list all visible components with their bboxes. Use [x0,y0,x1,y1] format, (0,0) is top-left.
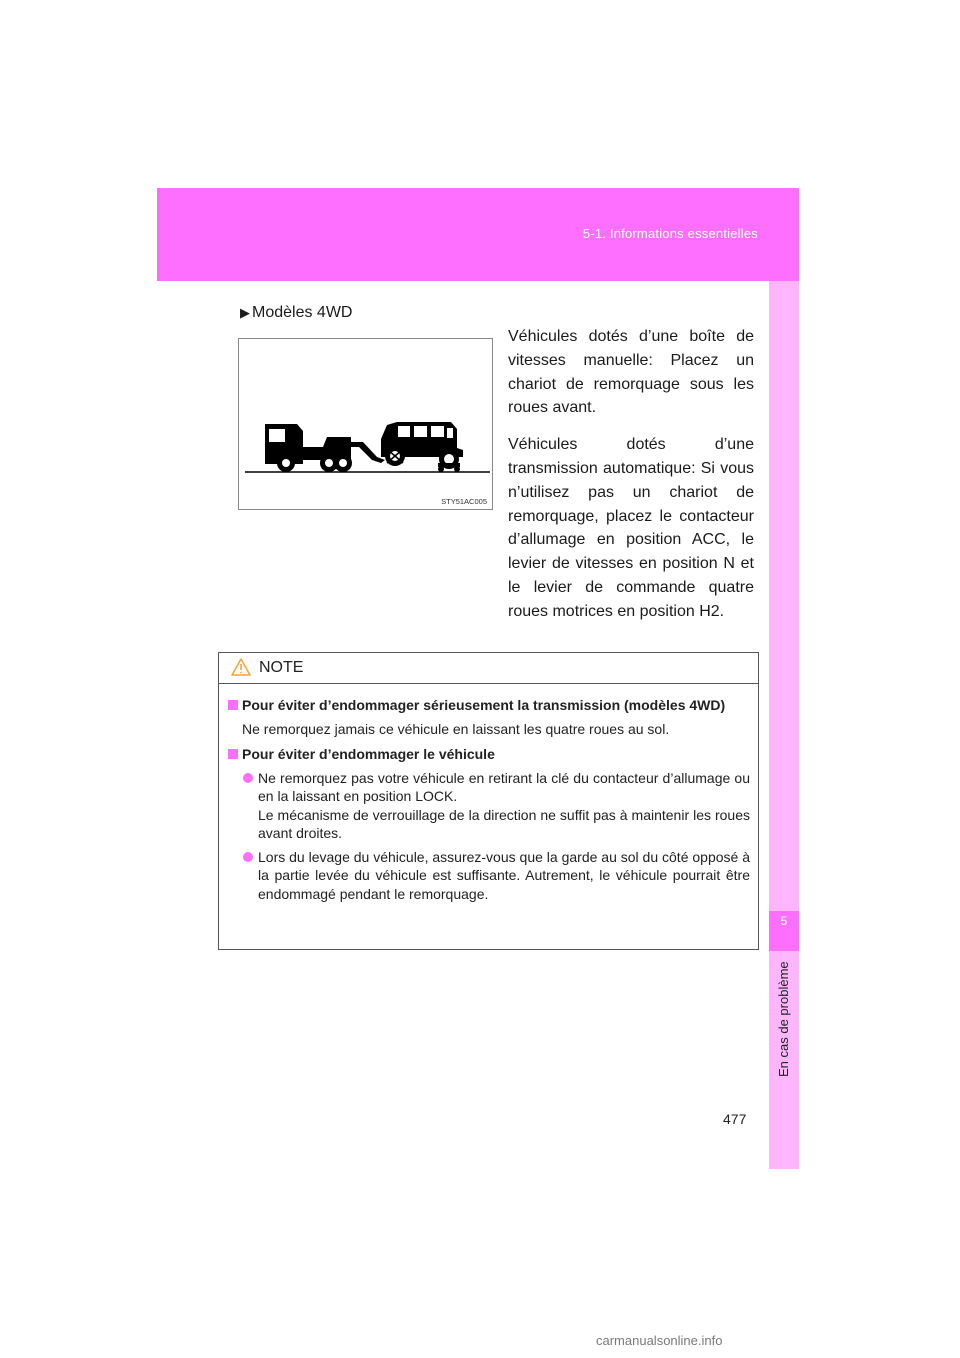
note-bullet [228,769,750,843]
figure-code: STY51AC005 [441,497,487,506]
circle-bullet-icon [243,852,253,862]
warning-triangle-icon [231,658,251,681]
page-number: 477 [723,1111,747,1127]
circle-bullet-icon [243,773,253,783]
note-header [219,653,758,684]
note-paragraph: Ne remorquez jamais ce véhicule en laissant les quatre roues au sol. [242,720,670,737]
chapter-title: En cas de problème [776,961,791,1077]
body-paragraph: Véhicules dotés d’une transmission automatique: Si vous n’utilisez pas un chariot de remorquage, placez le contacteur d’allumage en position ACC, le levier de vitesses en position N et le levier de commande quatre roues motrices en position H2. [508,436,754,620]
body-paragraph: Véhicules dotés d’une boîte de vitesses manuelle: Placez un chariot de remorquage sous les roues avant. [508,328,754,417]
note-bullet [228,848,750,904]
section-heading [240,304,352,322]
note-box [218,652,759,950]
note-heading [228,696,750,715]
section-title: 5-1. Informations essentielles [582,226,758,241]
triangle-right-icon: ▶ [240,305,250,320]
tow-truck-drawing [239,339,492,509]
note-body [219,684,758,903]
note-bullet-text: Ne remorquez pas votre véhicule en retirant la clé du contacteur d’allumage ou en la laissant en position LOCK. [258,769,750,804]
header-band [157,188,799,281]
square-bullet-icon [228,749,238,759]
note-heading-text: Pour éviter d’endommager sérieusement la transmission (modèles 4WD) [242,697,726,713]
tow-truck-illustration [238,338,493,510]
watermark: carmanualsonline.info [596,1333,723,1348]
square-bullet-icon [228,700,238,710]
body-text [508,325,754,637]
note-bullet-text: Lors du levage du véhicule, assurez-vous que la garde au sol du côté opposé à la partie levée du véhicule est suffisante. Autrement, le véhicule pourrait être endommagé pendant le remorquage. [258,848,750,902]
section-heading-text: Modèles 4WD [252,304,353,321]
note-title: NOTE [259,659,304,676]
note-bullet-text: Le mécanisme de verrouillage de la direction ne suffit pas à maintenir les roues avant droites. [258,806,750,841]
chapter-number: 5 [780,914,788,928]
note-heading [228,745,750,764]
note-heading-text: Pour éviter d’endommager le véhicule [242,746,495,762]
